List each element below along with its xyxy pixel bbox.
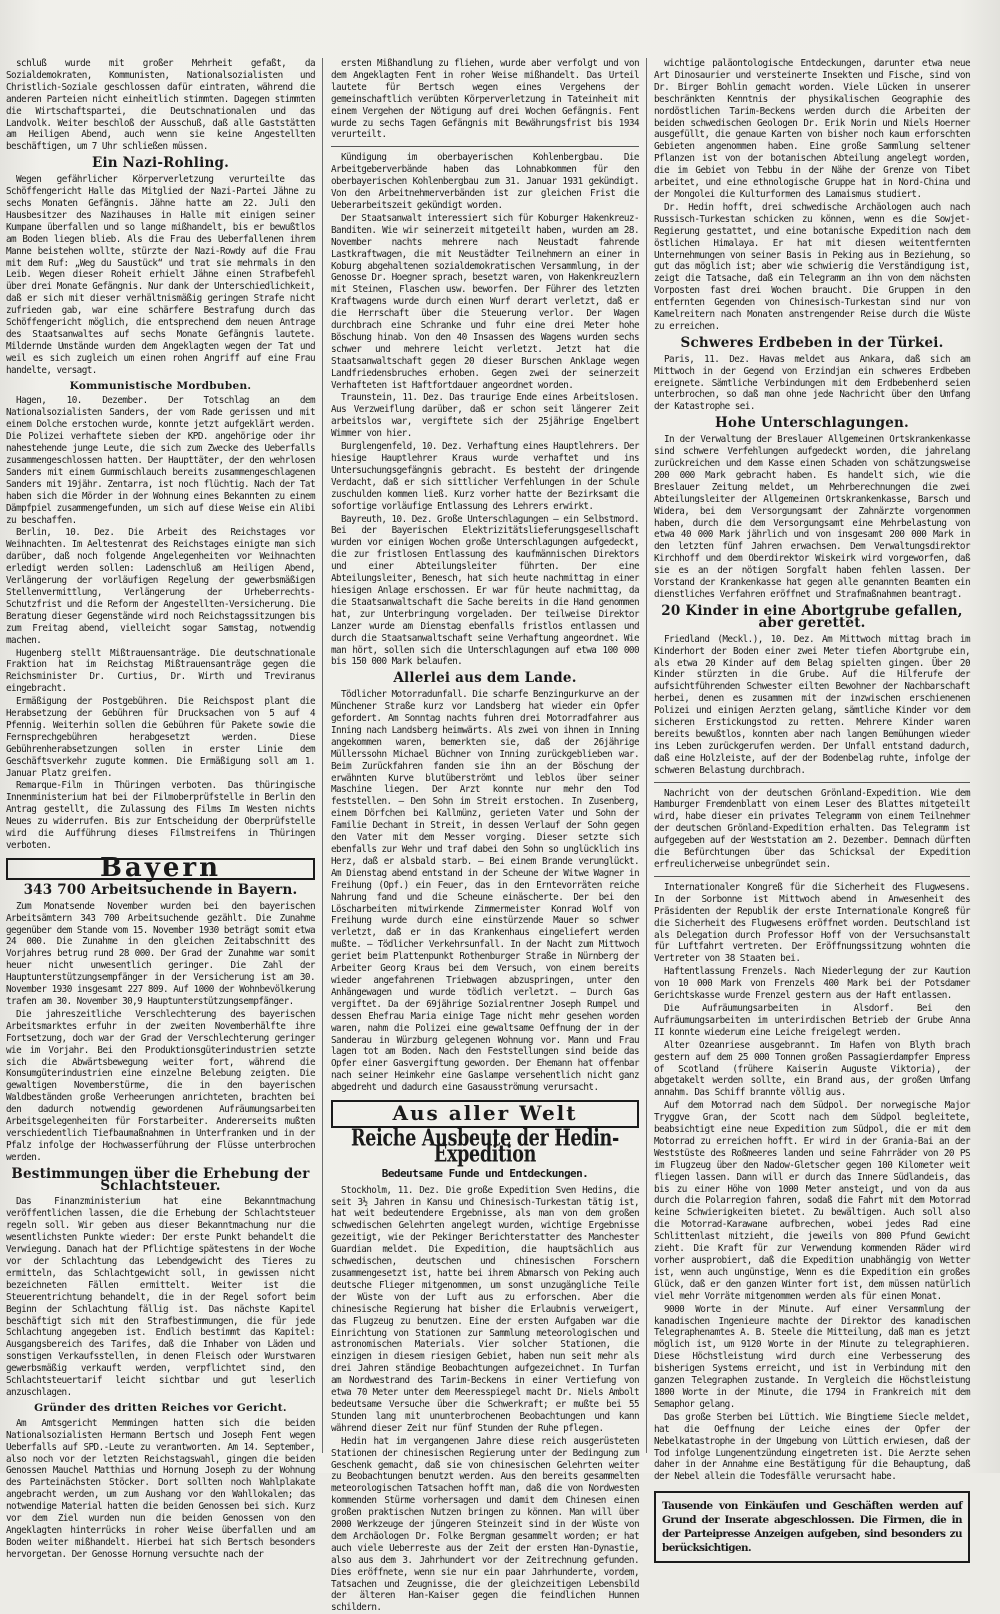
article-paragraph: Berlin, 10. Dez. Die Arbeit des Reichstages vor Weihnachten. Im Aeltestenrat des Reichstages einigte man sich darüber, daß noch folgende Angelegenheiten vor Weihnachten erledigt werden sollen: Ladenschluß am Heiligen Abend, Verlängerung der vorläufigen Regelung der gewerbsmäßigen Stellenvermittlung, Verlängerung der Urheberrechts-Schutzfrist und die Reform der Angestellten-Versicherung. Die Beratung dieser Gegenstände wird noch Reichstagssitzungen bis zum Freitag abend, vielleicht sogar Samstag, notwendig machen. [6, 527, 315, 646]
subheadline: Gründer des dritten Reiches vor Gericht. [34, 1401, 287, 1414]
article-paragraph: Ermäßigung der Postgebühren. Die Reichspost plant die Herabsetzung der Gebühren für Drucksachen von 5 auf 4 Pfennig. Weiterhin sollen die Gebühren für Pakete sowie die Fernsprechgebühren herabgesetzt werden. Diese Gebührenherabsetzungen sollen in erster Linie dem Geschäftsverkehr zugute kommen. Die Ermäßigung soll am 1. Januar Platz greifen. [6, 696, 315, 779]
article-paragraph: Hugenberg stellt Mißtrauensanträge. Die deutschnationale Fraktion hat im Reichstag Mißtrauensanträge gegen die Reichsminister Dr. Curtius, Dr. Wirth und Treviranus eingebracht. [6, 647, 315, 695]
article-paragraph: Friedland (Meckl.), 10. Dez. Am Mittwoch mittag brach im Kinderhort der Boden einer zwei Meter tiefen Abortgrube ein, als etwa 20 Kinder auf dem Belag spielten gingen. Über 20 Kinder stürzten in die Grube. Auf die Hilferufe der aufsichtführenden Schwester eilten Bewohner der Nachbarschaft herbei, denen es zusammen mit der inzwischen erschienenen Polizei und einigen Aerzten gelang, sämtliche Kinder vor dem sicheren Erstickungstod zu retten. Mehrere Kinder waren bereits bewußtlos, konnten aber nach langen Bemühungen wieder ins Leben zurückgerufen werden. Der Unfall entstand dadurch, daß eine Holzleiste, auf der der Bodenbelag ruhte, infolge der schweren Belastung durchbrach. [654, 633, 970, 776]
article-paragraph: Hagen, 10. Dezember. Der Totschlag an dem Nationalsozialisten Sanders, der vom Rade gerissen und mit einem Dolche erstochen wurde, konnte jetzt aufgeklärt werden. Die Polizei verhaftete sieben der KPD. angehörige oder ihr nahestehende junge Leute, die sich zum Zwecke des Ueberfalls zusammengeschlossen hatten. Der Haupttäter, der den wehrlosen Sanders mit einem Gummischlauch bereits zusammengeschlagenen Sanders mit 19jähr. Zentarra, ist noch flüchtig. Nach der Tat haben sich die Mörder in der Wohnung eines Bekannten zu einem Dämpfpiel zusammengefunden, um sich auf diese Weise ein Alibi zu beschaffen. [6, 395, 315, 526]
article-paragraph: 9000 Worte in der Minute. Auf einer Versammlung der kanadischen Ingenieure machte der Direktor des kanadischen Telegraphenamtes A. B. Steele die Mitteilung, daß man es jetzt möglich ist, um 9120 Worte in der Minute zu telegraphieren. Diese Höchstleistung wird durch eine Verbesserung des bisherigen Systems erreicht, und ist in Verbindung mit den ganzen Telegraphen zustande. In Vergleich die Höchstleistung 1800 Worte in der Minute, die 1794 in Frankreich mit dem Semaphor gelang. [654, 1303, 970, 1410]
article-paragraph: schluß wurde mit großer Mehrheit gefaßt, da Sozialdemokraten, Kommunisten, Nationalsozialisten und Christlich-Soziale geschlossen dafür eintraten, während die anderen Parteien nicht einheitlich stimmten. Dagegen stimmten die Wirtschaftspartei, die Deutschnationalen und das Landvolk. Weiter beschloß der Ausschuß, daß alle Gaststätten am Heiligen Abend, auch wenn sie keine Angestellten beschäftigen, um 7 Uhr schließen müssen. [6, 58, 315, 153]
article-paragraph: Internationaler Kongreß für die Sicherheit des Flugwesens. In der Sorbonne ist Mittwoch abend in Anwesenheit des Präsidenten der Republik der erste Internationale Kongreß für die Sicherheit des Flugwesens eröffnet worden. Deutschland ist als Delegation durch Professor Hoff von der Versuchsanstalt für Luftfahrt vertreten. Der Eröffnungssitzung wohnten die Vertreter von 38 Staaten bei. [654, 881, 970, 965]
article-paragraph: Wegen gefährlicher Körperverletzung verurteilte das Schöffengericht Halle das Mitglied der Nazi-Partei Jähne zu sechs Monaten Gefängnis. Jähne hatte am 22. Juli den Hausbesitzer des Nazihauses in Halle mit einigen seiner Kumpane überfallen und so lange mißhandelt, bis er bewußtlos am Boden liegen blieb. Als die Frau des Ueberfallenen ihrem Manne beistehen wollte, stürzte der Nazi-Rowdy auf die Frau mit dem Ruf: „Weg du Saustück“ und trat sie mehrmals in den Leib. Wegen dieser Roheit erhielt Jähne einen Strafbefehl über drei Monate Gefängnis. Nur dank der Unterschiedlichkeit, daß er sich mit dieser verhältnismäßig geringen Strafe nicht zufrieden gab, war eine schärfere Bestrafung durch das Schöffengericht möglich, die entsprechend dem neuen Antrage des Staatsanwaltes auf sechs Monate Gefängnis lautete. Mildernde Umstände wurden dem Angeklagten wegen der Tat und weil es sich zugleich um einen rohen Angriff auf eine Frau handelte, versagt. [6, 174, 315, 376]
subheadline: Bedeutsame Funde und Entdeckungen. [381, 1166, 589, 1180]
divider [654, 782, 970, 783]
article-paragraph: Paris, 11. Dez. Havas meldet aus Ankara, daß sich am Mittwoch in der Gegend von Erzindjan ein schweres Erdbeben ereignete. Sämtliche Verbindungen mit dem Erdbebenherd seien unterbrochen, so daß man ohne jede Nachricht über den Umfang der Katastrophe sei. [654, 353, 970, 413]
headline: Ein Nazi-Rohling. [91, 155, 230, 172]
ad-text: Tausende von Einkäufen und Geschäften werden auf Grund der Inserate abgeschlossen. Die Firmen, die in der Parteipresse Anzeigen aufgeben, sind besonders zu berücksichtigen. [662, 1500, 962, 1555]
column-3 [654, 58, 970, 1555]
article-paragraph: Zum Monatsende November wurden bei den bayerischen Arbeitsämtern 343 700 Arbeitsuchende gezählt. Die Zunahme gegenüber dem Stande vom 15. November 1930 beträgt somit etwa 24 000. Die Zunahme in den gleichen Zeitabschnitt des Vorjahres betrug rund 28 000. Der Grad der Zunahme war somit heuer nicht unwesentlich geringer. Die Zahl der Hauptunterstützungsempfänger in der Versicherung ist am 30. November 1930 insgesamt 227 809. Auf 1000 der Wohnbevölkerung trafen am 30. November 30,9 Hauptunterstützungsempfänger. [6, 900, 315, 1007]
article-paragraph: Das Finanzministerium hat eine Bekanntmachung veröffentlichen lassen, die die Erhebung der Schlachtsteuer regeln soll. Wir geben aus dieser Bekanntmachung nur die wesentlichsten Punkte wieder: Der erste Punkt behandelt die Verwiegung. Danach hat der Pflichtige spätestens in der Woche vor der Schlachtung das Lebendgewicht des Tieres zu ermitteln, das Schlachtgewicht soll, in gewissen nicht bezeichneten Fällen ermittelt. Weiter ist die Steuerentrichtung behandelt, die in der Regel sofort beim Beginn der Schlachtung fällig ist. Das nächste Kapitel beschäftigt sich mit den Strafbestimmungen, die für jede Schlachtung angegeben ist. Endlich bestimmt das Kapitel: Ausgangsbereich des Tarifes, daß die Inhaber von Läden und sonstigen Verkaufsstellen, in denen Fleisch oder Wurstwaren gewerbsmäßig verkauft werden, verpflichtet sind, den Schlachtsteuertarif leicht sichtbar und gut leserlich anzuschlagen. [6, 1196, 315, 1398]
article-paragraph: Tödlicher Motorradunfall. Die scharfe Benzingurkurve an der Münchener Straße kurz vor Landsberg hat wieder ein Opfer gefordert. Am Sonntag nachts fuhren drei Motorradfahrer aus Inning nach Landsberg heimwärts. Als zwei von ihnen in Inning angekommen waren, bemerkten sie, daß der 26jährige Müllerssohn Michael Büchner von Inning zurückgeblieben war. Beim Zurückfahren fanden sie ihn an der Böschung der erwähnten Kurve blutüberströmt und leblos über seiner Maschine liegen. Der Arzt konnte nur mehr den Tod feststellen. — Den Sohn im Streit erstochen. In Zusenberg, einem Dörfchen bei Kallmünz, gerieten Vater und Sohn der Familie Dechant in Streit, in dessen Verlauf der Sohn gegen den Vater mit dem Messer vorging. Dieser setzte sich ebenfalls zur Wehr und traf dabei den Sohn so unglücklich ins Herz, daß er alsbald starb. — Bei einem Brande verunglückt. Am Dienstag abend entstand in der Scheune der Witwe Wagner in Freihung (Opf.) ein Feuer, das in den Erntevorräten reiche Nahrung fand und die Scheune einäscherte. Der bei den Löscharbeiten mitwirkende Zimmermeister Konrad Wolf von Freihung wurde durch eine einstürzende Mauer so schwer verletzt, daß er in das Krankenhaus eingeliefert werden mußte. — Tödlicher Verkehrsunfall. In der Nacht zum Mittwoch geriet beim Plattenpunkt Rothenburger Straße in Nürnberg der Arbeiter Georg Kraus bei dem Versuch, von einem bereits wieder angefahrenen Triebwagen abzuspringen, unter den Anhängewagen und wurde tödlich verletzt. — Durch Gas vergiftet. Da der 69jährige Sozialrentner Joseph Rumpel und dessen Ehefrau Maria einige Tage nicht mehr gesehen worden waren, nahm die Polizei eine gewaltsame Oeffnung der in der Sanderau in Würzburg gelegenen Wohnung vor. Mann und Frau lagen tot am Boden. Nach den Feststellungen sind beide das Opfer einer Gasvergiftung geworden. Der Ehemann hat offenbar nach seiner Heimkehr eine Gaslampe versehentlich nicht ganz abgedreht und dadurch eine Gasausströmung verursacht. [331, 689, 639, 1094]
section-header-aus-aller-welt: Aus aller Welt [331, 1100, 639, 1128]
article-paragraph: Der Staatsanwalt interessiert sich für Koburger Hakenkreuz-Banditen. Wie wir seinerzeit mitgeteilt haben, wurden am 28. November nachts mehrere nach Neustadt fahrende Lastkraftwagen, die mit Neustädter Teilnehmern an einer in Koburg abgehaltenen sozialdemokratischen Versammlung, in der Genosse Dr. Hoegner sprach, besetzt waren, von Hakenkreuzlern mit Steinen, Flaschen usw. beworfen. Der Führer des letzten Kraftwagens wurde durch einen Wurf derart verletzt, daß er die Herrschaft über die Steuerung verlor. Der Wagen durchbrach eine Schranke und fuhr eine drei Meter hohe Böschung hinab. Von den 40 Insassen des Wagens wurden sechs schwer und mehrere leicht verletzt. Jetzt hat die Staatsanwaltschaft gegen 20 dieser Burschen Anklage wegen Landfriedensbruches erhoben. Gegen zwei der seinerzeit Verhafteten ist Haftfortdauer angeordnet worden. [331, 212, 639, 391]
article-paragraph: Stockholm, 11. Dez. Die große Expedition Sven Hedins, die seit 3½ Jahren in Kansu und Chinesisch-Turkestan tätig ist, hat weit bedeutendere Ergebnisse, als man von dem großen schwedischen Gelehrten angelegt wurden, wichtige Ergebnisse gezeitigt, wie der Pekinger Berichterstatter des Manchester Guardian meldet. Die Expedition, die hauptsächlich aus schwedischen, deutschen und chinesischen Forschern zusammengesetzt ist, hatte bei ihrem Abmarsch von Peking auch deutsche Flieger mitgenommen, um sonst unzugängliche Teile der Wüste von der Luft aus zu erforschen. Aber die chinesische Regierung hat bisher die Erlaubnis verweigert, das Flugzeug zu benutzen. Eine der ersten Aufgaben war die Einrichtung von Stationen zur Sammlung meteorologischen und astronomischen Materials. Vier solcher Stationen, die einzigen in diesem riesigen Gebiet, haben nun seit mehr als drei Jahren ständige Beobachtungen aufgezeichnet. In Turfan am Nordwestrand des Tarim-Beckens in einer Vertiefung von etwa 70 Meter unter dem Meeresspiegel macht Dr. Niels Ambolt bedeutsame Versuche über die Schwerkraft; er mußte bei 55 Stunden lang mit ununterbrochenen Beobachtungen und kann während dieser Zeit nur fünf Stunden der Ruhe pflegen. [331, 1184, 639, 1434]
column-1 [6, 58, 315, 1560]
article-paragraph: Nachricht von der deutschen Grönland-Expedition. Wie dem Hamburger Fremdenblatt von einem Leser des Blattes mitgeteilt wird, habe dieser ein privates Telegramm von einem Teilnehmer der deutschen Grönland-Expedition erhalten. Das Telegramm ist aufgegeben auf der Weststation am 2. Dezember. Demnach dürften die Befürchtungen über das Schicksal der Expedition erfreulicherweise unbegründet sein. [654, 787, 970, 870]
advertisement-box [654, 1491, 970, 1563]
article-paragraph: Am Amtsgericht Memmingen hatten sich die beiden Nationalsozialisten Hermann Bertsch und Joseph Fent wegen Ueberfalls auf SPD.-Leute zu verantworten. Am 14. September, also noch vor der letzten Reichstagswahl, gingen die beiden Genossen Mauchel Matthias und Hornung Joseph zu der Wohnung des Parteinächsten Stöcker. Dort sollten noch Wahlplakate angebracht werden, um zum Aushang vor den Wahllokalen; das notwendige Material hatten die beiden Genossen bei sich. Kurz vor dem Ziel wurden nun die beiden Genossen von den Angeklagten hinterrücks in roher Weise überfallen und am Boden weiter mißhandelt. Hierbei hat sich Bertsch besonders hervorgetan. Der Genosse Hornung versuchte nach der [6, 1417, 315, 1560]
headline: Schweres Erdbeben in der Türkei. [680, 334, 944, 351]
article-paragraph: Remarque-Film in Thüringen verboten. Das thüringische Innenministerium hat bei der Filmoberprüfstelle in Berlin den Antrag gestellt, die Zulassung des Films Im Westen nichts Neues zu widerrufen. Bis zur Entscheidung der Oberprüfstelle wird die Aufführung dieses Filmstreifens in Thüringen verboten. [6, 780, 315, 851]
article-paragraph: wichtige paläontologische Entdeckungen, darunter etwa neue Art Dinosaurier und versteinerte Insekten und Fische, sind von Dr. Birger Bohlin gemacht worden. Viele Lücken in unserer beschränkten Kenntnis der physikalischen Geographie des nordöstlichen Tarim-Beckens werden durch die Arbeiten der beiden schwedischen Geologen Dr. Erik Norin und Niels Hoerner ausgefüllt, die genaue Karten von bisher noch kaum erforschten Gebieten angenommen haben. Eine große Sammlung seltener Pflanzen ist von der botanischen Abteilung angelegt worden, die im Gebiet von Tebbu in der Nähe der Grenze von Tibet arbeitet, und eine ethnologische Gruppe hat in Nord-China und der Mongolei die Kulturformen des Lamaismus studiert. [654, 58, 970, 200]
article-paragraph: Bayreuth, 10. Dez. Große Unterschlagungen — ein Selbstmord. Bei der Bayerischen Elektrizitätslieferungsgesellschaft wurden vor einigen Wochen große Unterschlagungen aufgedeckt, die zur fristlosen Entlassung des kaufmännischen Direktors und einer Abteilungsleiter führten. Der eine Abteilungsleiter, Benesch, hat sich heute nachmittag in einer hiesigen Anlage erschossen. Er war für heute nachmittag, da die Staatsanwaltschaft die Sache bereits in die Hand genommen hat, zur Unterbringung vorgeladen. Der teilweise Direktor Lanzer wurde am Dienstag ebenfalls fristlos entlassen und durch die Staatsanwaltschaft seine Verhaftung angeordnet. Wie man hört, sollen sich die Unterschlagungen auf etwa 100 000 bis 150 000 Mark belaufen. [331, 513, 639, 668]
main-headline: Reiche Ausbeute der Hedin-Expedition [351, 1125, 619, 1169]
headline: Allerlei aus dem Lande. [393, 670, 577, 687]
article-paragraph: Kündigung im oberbayerischen Kohlenbergbau. Die Arbeitgeberverbände haben das Lohnabkommen für den oberbayerischen Kohlenbergbau zum 31. Januar 1931 gekündigt. Von den Arbeitnehmerverbänden ist zur gleichen Frist die Ueberarbeitszeit gekündigt worden. [331, 152, 639, 211]
divider [331, 146, 639, 147]
article-paragraph: Traunstein, 11. Dez. Das traurige Ende eines Arbeitslosen. Aus Verzweiflung darüber, daß er schon seit längerer Zeit arbeitslos war, vergiftete sich der 25jährige Engelbert Wimmer von hier. [331, 392, 639, 440]
subheadline: Kommunistische Mordbuben. [69, 379, 252, 392]
article-paragraph: In der Verwaltung der Breslauer Allgemeinen Ortskrankenkasse sind schwere Verfehlungen aufgedeckt worden, die jahrelang zurückreichen und dem Kasse einen Schaden von schätzungsweise 200 000 Mark gebracht haben. Es handelt sich, wie die Breslauer Zeitung meldet, um Mehrberechnungen die zwei Abteilungsleiter der Allgemeinen Ortskrankenkasse, Barsch und Widera, bei dem Versorgungsamt der Zahnärzte vorgenommen haben, durch die dem Versorgungsamt eine Mehrbelastung von etwa 40 000 Mark jährlich und von insgesamt 200 000 Mark in den letzten fünf Jahren erwachsen. Dem Verwaltungsdirektor Kirchhoff und dem Oberdirektor Wiskeirk wird vorgeworfen, daß sie es an der nötigen Sorgfalt haben fehlen lassen. Der Vorstand der Krankenkasse hat gegen alle genannten Beamten ein dienstliches Verfahren eröffnet und Strafmaßnahmen beantragt. [654, 434, 970, 600]
article-paragraph: Auf dem Motorrad nach dem Südpol. Der norwegische Major Tryggve Gran, der Scott nach dem Südpol begleitete, beabsichtigt eine neue Expedition zum Südpol, die er mit dem Motorrad zu erreichen hofft. Er wird in der Grania-Bai an der Weststüste des Roßmeeres landen und seine Fahrräder von 20 PS im Flugzeug über den Nadow-Gletscher gegen 100 Kilometer weit fliegen lassen. Dann will er durch das Innere Südlandeis, das bis zu einer Höhe von 1000 Meter ansteigt, und von da aus durch die Polarregion fahren, sodaß die Fahrt mit dem Motorrad keine Schwierigkeiten bietet. Zu bewältigen. Auch soll also die Motorrad-Karawane aufbrechen, wobei jedes Rad eine Schlittenlast mitzieht, die jeweils von 800 Pfund Gewicht zieht. Die Kraft für zur Verwendung kommenden Räder wird vorher ausprobiert, daß die Expedition unabhängig von Wetter ist, wenn auch ungünstige, Wenn es die Expedition ein großes Glück, daß er den ganzen Winter fort ist, dem müssen natürlich viel mehr Vorräte mitgenommen werden als für einen Monat. [654, 1100, 970, 1302]
article-paragraph: Hedin hat im vergangenen Jahre diese reich ausgerüsteten Stationen der chinesischen Regierung unter der Bedingung zum Geschenk gemacht, daß sie von chinesischen Gelehrten weiter zu Beobachtungen benutzt werden. Aus den bereits gesammelten meteorologischen Tatsachen hofft man, daß die von Nordwesten kommenden Stürme vorhersagen und damit dem Chinesen einen großen praktischen Nutzen bringen zu können. Man will über 2000 Werkzeuge der jüngeren Steinzeit sind in der Wüste von dem Archäologen Dr. Folke Bergman gesammelt worden; er hat auch viele Ueberreste aus der Zeit der ersten Han-Dynastie, also aus dem 3. Jahrhundert vor der Zeitrechnung gefunden. Dies eröffnete, wenn sie nur ein paar Jahrhunderte, vordem, Tatsachen und Zeugnisse, die der gleichzeitigen Lebensbild der älteren Han-Kaiser gegen die feindlichen Hunnen schildern. [331, 1435, 639, 1614]
article-paragraph: Burglengenfeld, 10. Dez. Verhaftung eines Hauptlehrers. Der hiesige Hauptlehrer Kraus wurde verhaftet und ins Untersuchungsgefängnis gebracht. Es besteht der dringende Verdacht, daß er sich sittlicher Verfehlungen in der Schule zuschulden kommen ließ. Kurz vorher hatte der Bezirksamt die sofortige vorläufige Entlassung des Lehrers erwirkt. [331, 441, 639, 512]
article-paragraph: Dr. Hedin hofft, drei schwedische Archäologen auch nach Russisch-Turkestan schicken zu können, wenn es die Sowjet-Regierung gestattet, und eine botanische Expedition nach dem östlichen Himalaya. Er hat mit diesen weitentfernten Unternehmungen von seiner Basis in Peking aus in Beziehung, so gut das möglich ist; aber wie schwierig die Verständigung ist, zeigt die Tatsache, daß ein Telegramm an ihn von dem nächsten Vorposten fast drei Wochen braucht. Die Gruppen in den entfernten Gegenden von Chinesisch-Turkestan sind nur von Kamelreitern nach Monaten anstrengender Reise durch die Wüste zu erreichen. [654, 201, 970, 332]
article-paragraph: Das große Sterben bei Lüttich. Wie Bingtieme Siecle meldet, hat die Oeffnung der Leiche eines der Opfer der Nebelkatastrophe in der Umgebung von Lüttich erwiesen, daß der Tod infolge Lungenentzündung eingetreten ist. Die Aerzte sehen daher in der Annahme eine Bestätigung für die Behauptung, daß der Nebel allein die Todesfälle verursacht habe. [654, 1411, 970, 1483]
article-paragraph: Die jahreszeitliche Verschlechterung des bayerischen Arbeitsmarktes erfuhr in der zweiten Novemberhälfte ihre Fortsetzung, doch war der Grad der Verschlechterung geringer wie im Vorjahr. Bei den Produktionsgüterindustrien setzte sich die Abwärtsbewegung weiter fort, während die Konsumgüterindustrien eine einzelne Belebung zeigten. Die gewaltigen Novemberstürme, die in den bayerischen Waldbeständen große Verheerungen anrichteten, brachten bei den dadurch notwendig gewordenen Aufräumungsarbeiten Arbeitsgelegenheiten für Forstarbeiter. Andererseits mußten verschiedentlich Tiefbaumaßnahmen in Unterfranken und in der Pfalz infolge der Hochwasserführung der Flüsse unterbrochen werden. [6, 1008, 315, 1163]
headline: Hohe Unterschlagungen. [715, 415, 909, 432]
headline: 343 700 Arbeitsuchende in Bayern. [23, 881, 298, 898]
headline: 20 Kinder in eine Abortgrube gefallen, aber gerettet. [661, 602, 963, 631]
article-paragraph: Die Aufräumungsarbeiten in Alsdorf. Bei den Aufräumungsarbeiten im unterirdischen Betrieb der Grube Anna II konnte wiederum eine Leiche freigelegt werden. [654, 1002, 970, 1038]
divider [654, 876, 970, 877]
headline: Bestimmungen über die Erhebung der Schlachtsteuer. [11, 1165, 310, 1194]
article-paragraph: ersten Mißhandlung zu fliehen, wurde aber verfolgt und von dem Angeklagten Fent in roher Weise mißhandelt. Das Urteil lautete für Bertsch wegen eines Vergehens der gemeinschaftlich verübten Körperverletzung in Tateinheit mit einem Vergehen der Nötigung auf drei Wochen Gefängnis. Fent wurde zu sechs Tagen Gefängnis mit Bewährungsfrist bis 1934 verurteilt. [331, 58, 639, 141]
column-2 [331, 58, 639, 1614]
section-header-bayern: Bayern [6, 858, 315, 880]
article-paragraph: Alter Ozeanriese ausgebrannt. Im Hafen von Blyth brach gestern auf dem 25 000 Tonnen großen Passagierdampfer Empress of Scotland (frühere Kaiserin Auguste Viktoria), der abgetakelt werden sollte, ein Brand aus, der großen Umfang annahm. Das Schiff brannte völlig aus. [654, 1039, 970, 1099]
article-paragraph: Haftentlassung Frenzels. Nach Niederlegung der zur Kaution von 10 000 Mark von Frenzels 400 Mark bei der Potsdamer Gerichtskasse wurde Frenzel gestern aus der Haft entlassen. [654, 966, 970, 1002]
